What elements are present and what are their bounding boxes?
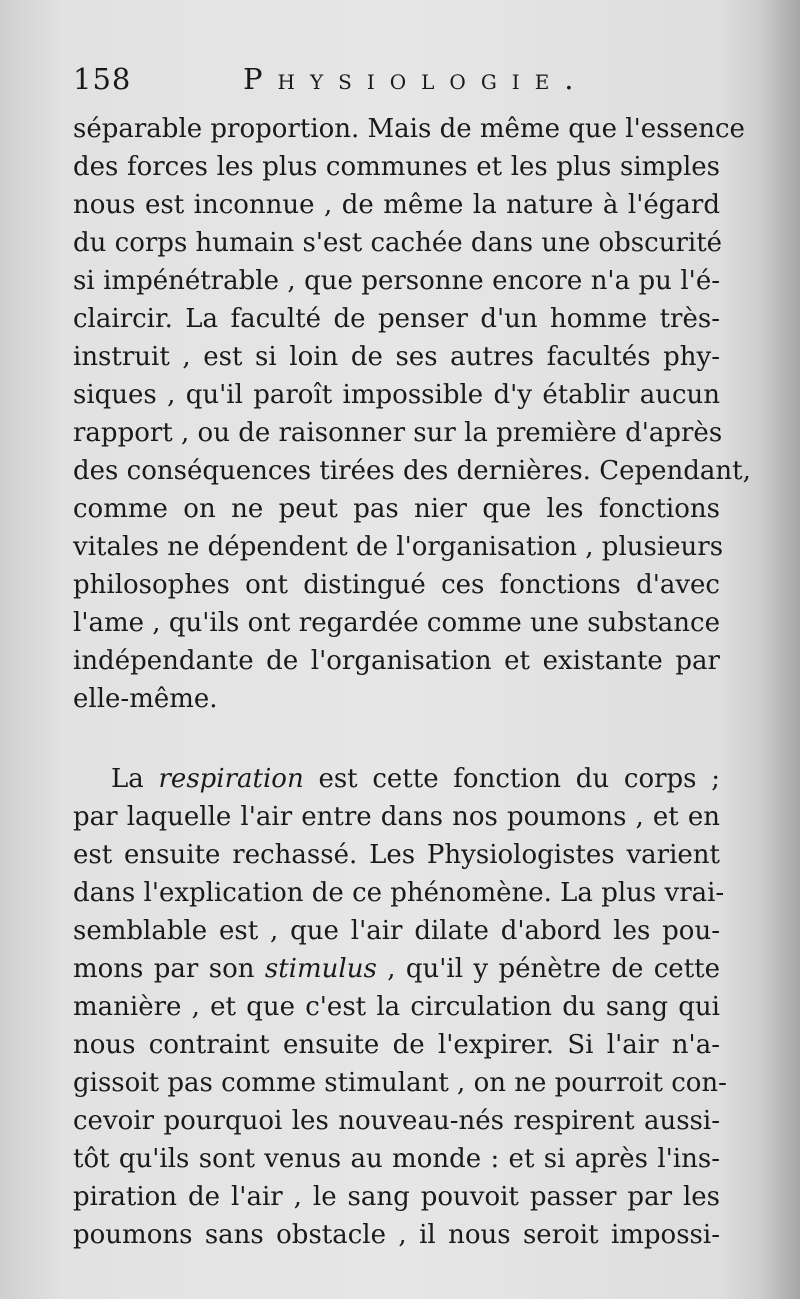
text-line: rapport , ou de raisonner sur la première d'après [73, 418, 723, 448]
text-line: poumons sans obstacle , il nous seroit impossi- [73, 1220, 720, 1250]
page-header [73, 62, 593, 102]
text-line: comme on ne peut pas nier que les fonctions [73, 494, 720, 524]
text-line: si impénétrable , que personne encore n'a pu l'é- [73, 266, 720, 296]
text-line: La respiration est cette fonction du corps ; [111, 764, 720, 794]
text-line: est ensuite rechassé. Les Physiologistes varient [73, 840, 720, 870]
text-line: dans l'explication de ce phénomène. La plus vrai- [73, 878, 725, 908]
body-text [73, 110, 751, 1254]
page-number: 158 [73, 62, 132, 96]
text-line: l'ame , qu'ils ont regardée comme une substance [73, 608, 720, 638]
text-line: siques , qu'il paroît impossible d'y établir aucun [73, 380, 720, 410]
text-line: manière , et que c'est la circulation du sang qui [73, 992, 720, 1022]
text-line: des forces les plus communes et les plus simples [73, 152, 720, 182]
text-line: tôt qu'ils sont venus au monde : et si après l'ins- [73, 1144, 720, 1174]
text-line: mons par son stimulus , qu'il y pénètre de cette [73, 954, 720, 984]
text-line: nous contraint ensuite de l'expirer. Si l'air n'a- [73, 1030, 720, 1060]
text-line: indépendante de l'organisation et existante par [73, 646, 720, 676]
text-line: cevoir pourquoi les nouveau-nés respirent aussi- [73, 1106, 720, 1136]
text-line: vitales ne dépendent de l'organisation , plusieurs [73, 532, 724, 562]
text-line: instruit , est si loin de ses autres facultés phy- [73, 342, 720, 372]
text-line: par laquelle l'air entre dans nos poumons , et en [73, 802, 720, 832]
text-line: claircir. La faculté de penser d'un homme très- [73, 304, 720, 334]
paragraph-1 [73, 110, 751, 718]
text-line: elle-même. [73, 684, 218, 714]
page-edge-shadow [760, 0, 800, 1299]
running-head: Physiologie. [243, 62, 589, 96]
text-line: du corps humain s'est cachée dans une obscurité [73, 228, 723, 258]
text-line: des conséquences tirées des dernières. Cependant, [73, 456, 751, 486]
text-line: nous est inconnue , de même la nature à l'égard [73, 190, 720, 220]
text-line: gissoit pas comme stimulant , on ne pourroit con- [73, 1068, 727, 1098]
text-line: semblable est , que l'air dilate d'abord les pou- [73, 916, 720, 946]
text-line: séparable proportion. Mais de même que l'essence [73, 114, 745, 144]
paragraph-gap [73, 718, 720, 760]
text-line: philosophes ont distingué ces fonctions d'avec [73, 570, 720, 600]
text-line: piration de l'air , le sang pouvoit passer par les [73, 1182, 720, 1212]
paragraph-2 [73, 760, 727, 1254]
